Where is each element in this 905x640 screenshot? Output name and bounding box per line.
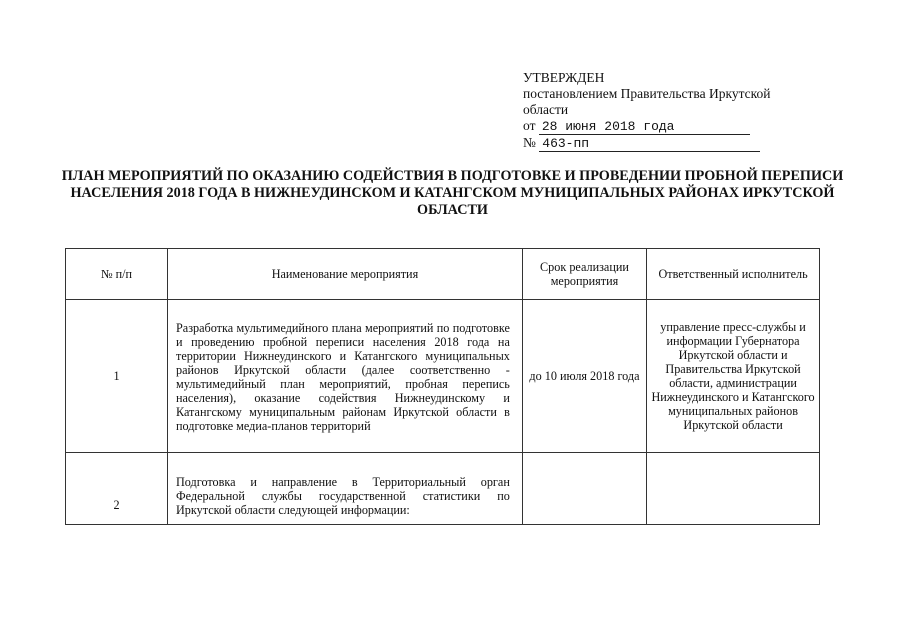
row-responsible: управление пресс-службы и информации Губернатора Иркутской области и Правительства Иркутской области, администрации Нижнеудинского и Катангского муниципальных районов Иркутской области [647,300,820,453]
plan-table [65,248,820,525]
approval-number-value: 463-пп [539,137,760,152]
approval-date [523,118,813,135]
header-responsible: Ответственный исполнитель [647,249,820,300]
header-num: № п/п [66,249,168,300]
row-term [522,453,646,525]
row-name: Разработка мультимедийного плана мероприятий по подготовке и проведению пробной переписи населения 2018 года на территории Нижнеудинского и Катангского муниципальных районов Иркутской области (далее соответственно - мультимедийный план мероприятий, пробная перепись населения), оказание содействия Нижнеудинскому и Катангскому муниципальным районам Иркутской области в подготовке медиа-планов территорий [168,300,523,453]
row-responsible [647,453,820,525]
approval-line-1: постановлением Правительства Иркутской [523,86,771,101]
approval-block [523,70,813,152]
approval-heading: УТВЕРЖДЕН [523,70,605,85]
row-num-cell [66,453,168,525]
row-term: до 10 июля 2018 года [522,300,646,453]
row-num: 2 [113,497,120,512]
row-num: 1 [66,300,168,453]
table-header-row [66,249,820,300]
row-name: Подготовка и направление в Территориальный орган Федеральной службы государственной статистики по Иркутской области следующей информации: [168,453,523,525]
header-name: Наименование мероприятия [168,249,523,300]
table-row [66,453,820,525]
table-row [66,300,820,453]
approval-number-prefix: № [523,135,536,150]
document-title: ПЛАН МЕРОПРИЯТИЙ ПО ОКАЗАНИЮ СОДЕЙСТВИЯ В ПОДГОТОВКЕ И ПРОВЕДЕНИИ ПРОБНОЙ ПЕРЕПИСИ НАСЕЛЕНИЯ 2018 ГОДА В НИЖНЕУДИНСКОМ И КАТАНГСКОМ МУНИЦИПАЛЬНЫХ РАЙОНАХ ИРКУТСКОЙ ОБЛАСТИ [61,168,844,218]
approval-date-value: 28 июня 2018 года [539,120,750,135]
approval-date-prefix: от [523,118,536,133]
approval-number [523,135,813,152]
approval-line-2: области [523,102,569,117]
header-term: Срок реализации мероприятия [522,249,646,300]
